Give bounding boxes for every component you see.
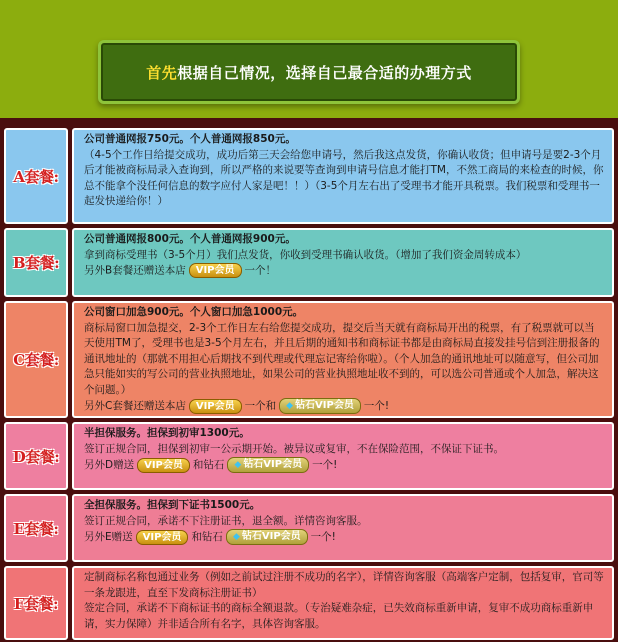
package-d <box>4 422 614 490</box>
package-f <box>4 566 614 640</box>
package-c-label: C套餐: <box>4 301 68 418</box>
package-a-price: 公司普通网报750元。个人普通网报850元。 <box>84 133 296 145</box>
vip-member-badge: VIP会员 <box>189 263 242 278</box>
package-a-content <box>72 128 614 224</box>
package-a-detail: （4-5个工作日给提交成功，成功后第三天会给您申请号，然后我这点发货，你确认收货；但申请号是要2-3个月后才能被商标局录入查询到，所以严格的来说要等查询到申请号信息才能打TM，不然工商局的来检查的时候，你总不能拿个没任何信息的数字应付人家是吧！！）（3-5个月左右出了受理书才能开具税票。我们税票和受理书一起发快递给你！） <box>84 148 604 207</box>
package-c-detail: 商标局窗口加急提交，2-3个工作日左右给您提交成功，提交后当天就有商标局开出的税票，有了税票就可以当天使用TM了，受理书也是3-5个月左右，并且后期的通知书和商标证书都是由商标局直接发挂号信到注册报备的通讯地址的（那就不用担心后期找不到代理或代理忘记寄给你啦）。（个人加急的通讯地址可以随意写，但公司加急只能如实的写公司的营业执照地址，如果公司的营业执照地址收不到的，可以选公司普通或个人加急，解决这个问题。） <box>84 321 600 396</box>
package-b-price: 公司普通网报800元。个人普通网报900元。 <box>84 233 296 245</box>
header-banner <box>98 40 520 104</box>
package-a-label: A套餐: <box>4 128 68 224</box>
package-d-detail: 签订正规合同，担保到初审一公示期开始。被异议或复审，不在保险范围，不保证下证书。 <box>84 442 504 455</box>
vip-member-badge: VIP会员 <box>189 399 242 414</box>
package-b-content <box>72 228 614 297</box>
package-b <box>4 228 614 297</box>
header-text: 根据自己情况，选择自己最合适的办理方式 <box>177 63 472 82</box>
diamond-vip-badge: ◆ 钻石VIP会员 <box>279 398 361 414</box>
header-lead: 首先 <box>146 63 178 82</box>
package-f-content <box>72 566 614 640</box>
package-e <box>4 494 614 562</box>
package-d-content <box>72 422 614 490</box>
package-d-price: 半担保服务。担保到初审1300元。 <box>84 427 250 439</box>
package-c-bonus: 另外C套餐还赠送本店 VIP会员 一个和 ◆ 钻石VIP会员 一个! <box>84 400 390 412</box>
package-d-label: D套餐: <box>4 422 68 490</box>
package-e-label: E套餐: <box>4 494 68 562</box>
package-c <box>4 301 614 418</box>
package-b-bonus: 另外B套餐还赠送本店 VIP会员 一个！ <box>84 264 276 277</box>
diamond-icon: ◆ <box>286 401 294 411</box>
diamond-vip-badge: ◆ 钻石VIP会员 <box>226 529 308 545</box>
package-f-label: F套餐: <box>4 566 68 640</box>
package-e-content <box>72 494 614 562</box>
package-a <box>4 128 614 224</box>
package-b-detail: 拿到商标受理书（3-5个月）我们点发货，你收到受理书确认收货。（增加了我们资金周转成本） <box>84 248 527 261</box>
package-b-label: B套餐: <box>4 228 68 297</box>
package-c-price: 公司窗口加急900元。个人窗口加急1000元。 <box>84 306 304 318</box>
diamond-icon: ◆ <box>232 532 240 542</box>
vip-member-badge: VIP会员 <box>137 458 190 473</box>
package-d-bonus: 另外D赠送 VIP会员 和钻石 ◆ 钻石VIP会员 一个! <box>84 459 338 471</box>
vip-member-badge: VIP会员 <box>136 530 189 545</box>
package-f-guarantee: 签定合同，承诺不下商标证书的商标全额退款。（专治疑难杂症，已失效商标重新申请，复审不成功商标重新申请，实力保障）并非适合所有名字，具体咨询客服。 <box>84 602 594 630</box>
package-e-detail: 签订正规合同，承诺不下注册证书，退全额。详情咨询客服。 <box>84 514 368 527</box>
package-f-detail: 定制商标名称包通过业务（例如之前试过注册不成功的名字），详情咨询客服（高端客户定制，包括复审，官司等一条龙跟进，直至下发商标注册证书） <box>84 571 604 599</box>
package-c-content <box>72 301 614 418</box>
header-title <box>146 62 472 83</box>
diamond-vip-badge: ◆ 钻石VIP会员 <box>227 457 309 473</box>
package-e-price: 全担保服务。担保到下证书1500元。 <box>84 499 261 511</box>
package-e-bonus: 另外E赠送 VIP会员 和钻石 ◆ 钻石VIP会员 一个! <box>84 531 336 543</box>
diamond-icon: ◆ <box>234 460 242 470</box>
